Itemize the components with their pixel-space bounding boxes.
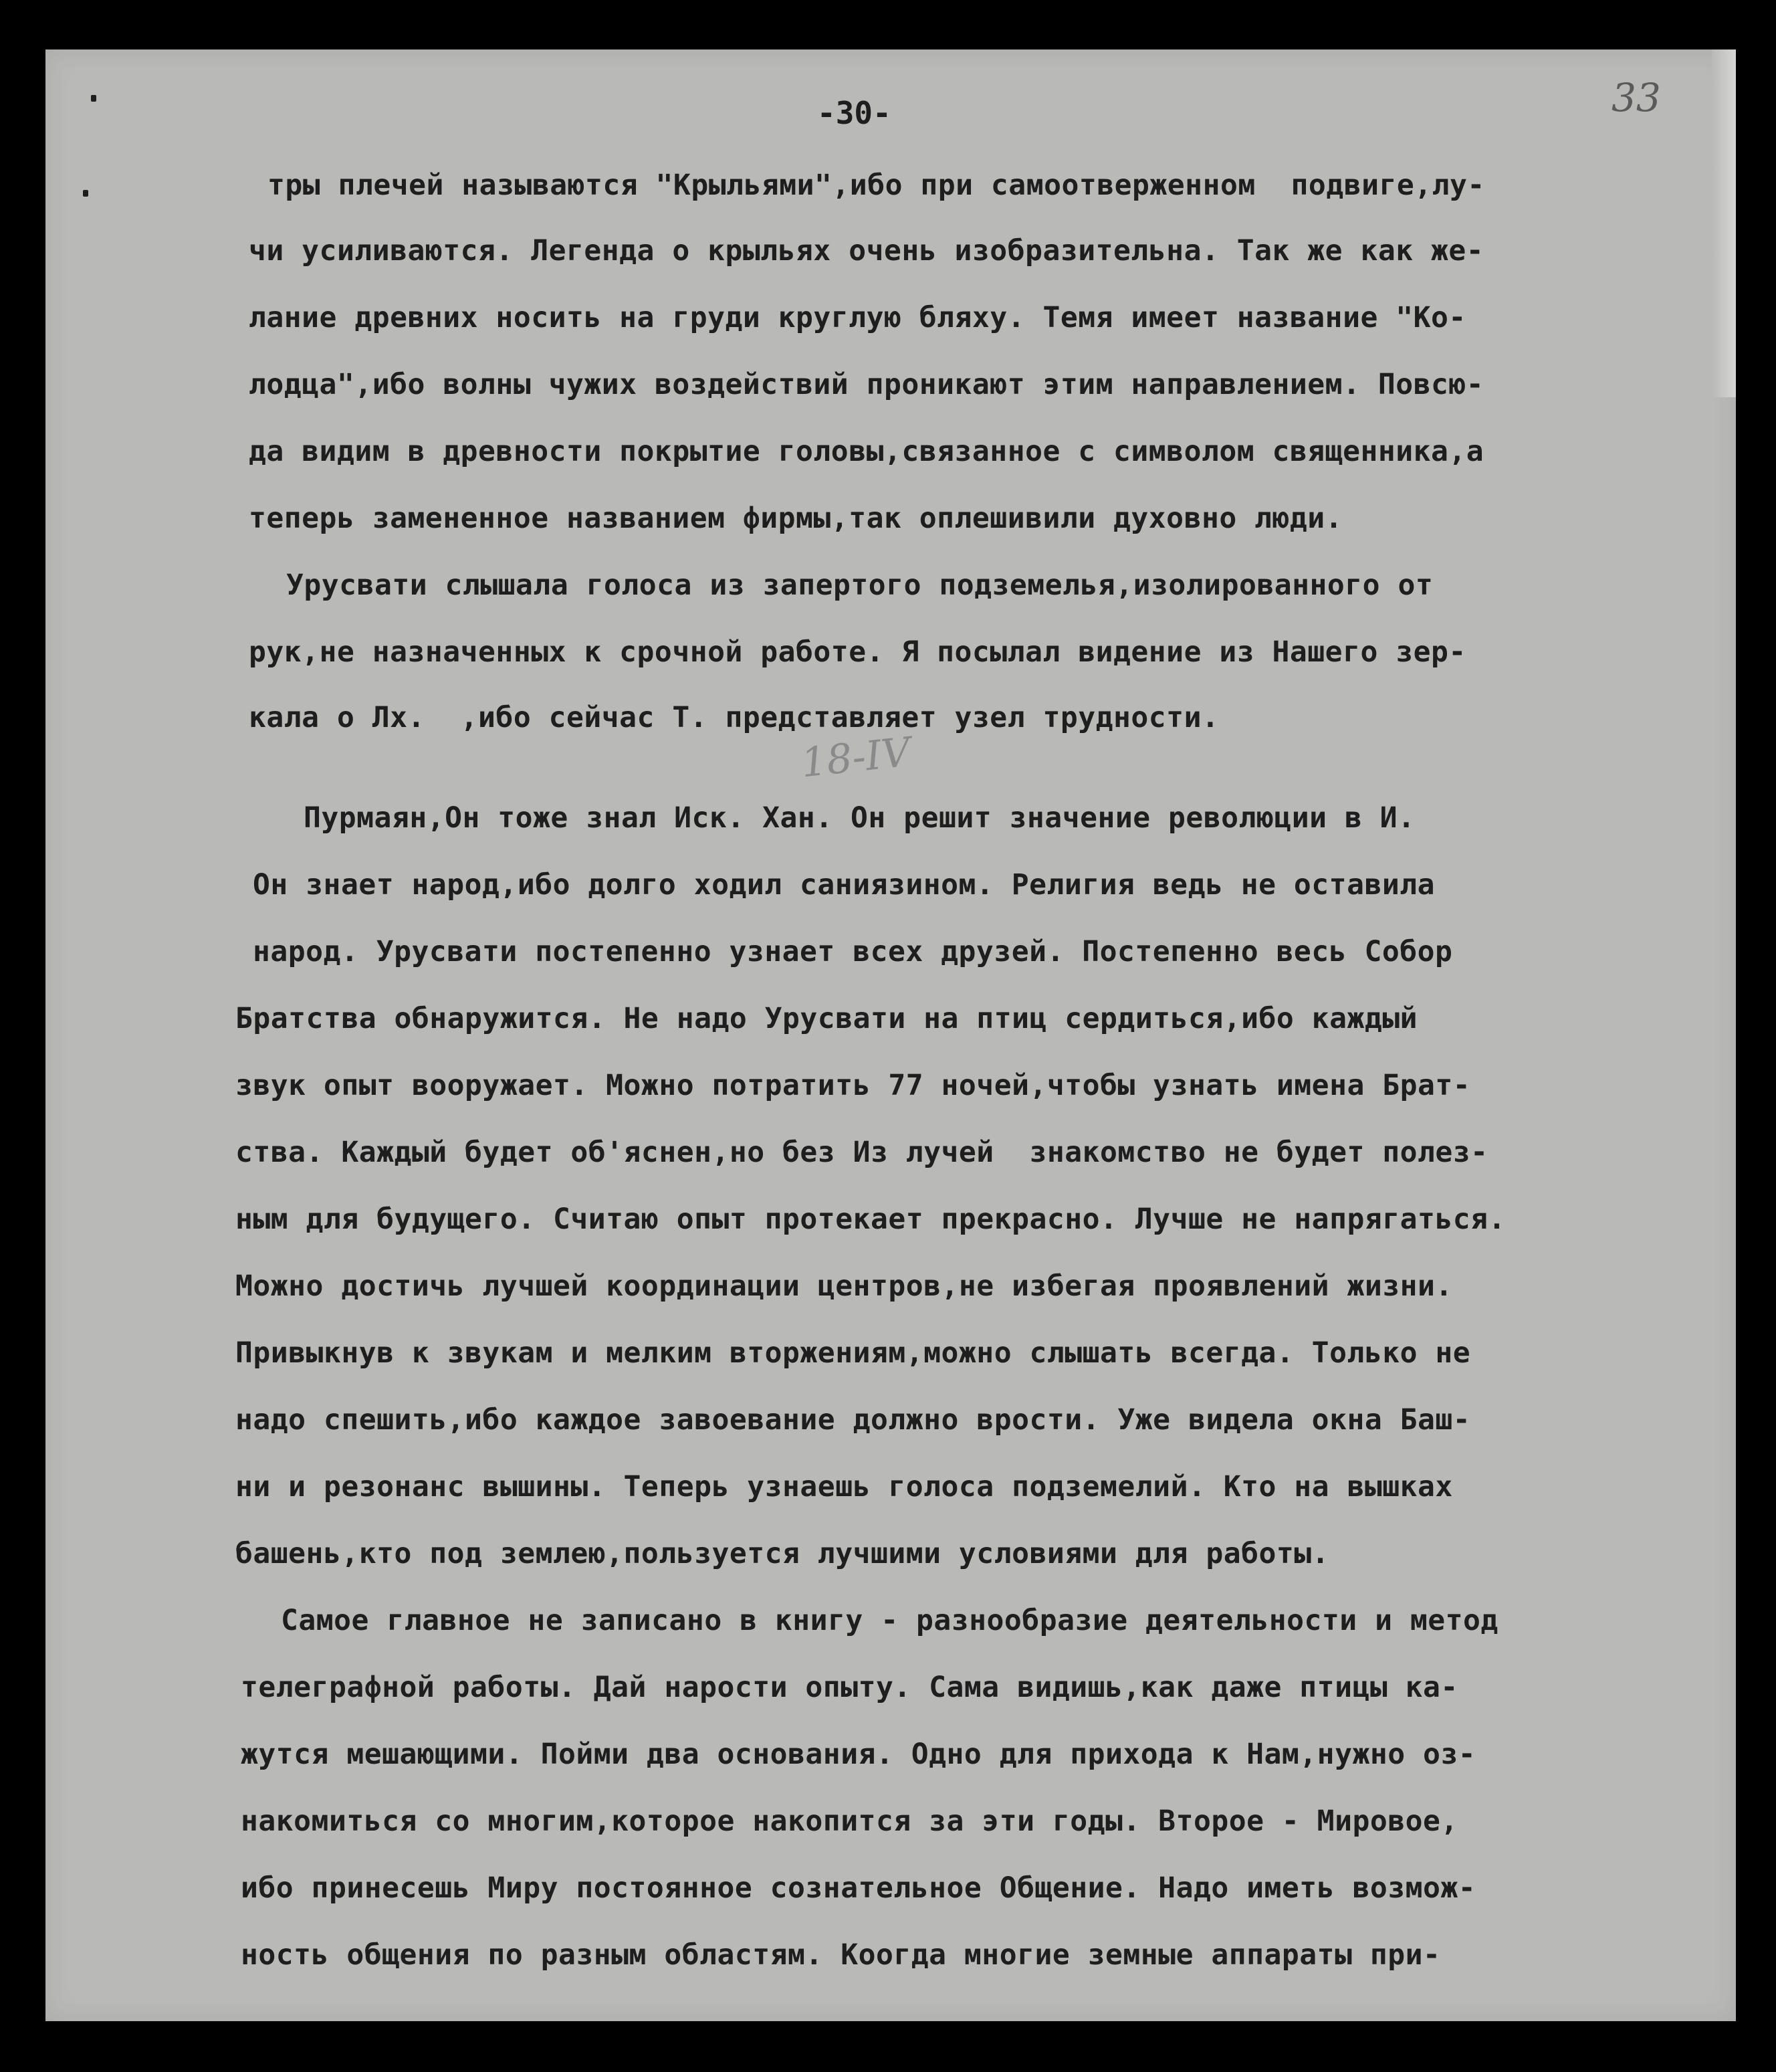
- text-line-9: кала о Лх. ,ибо сейчас Т. представляет узел трудности.: [249, 701, 1220, 734]
- text-line-13: Братства обнаружится. Не надо Урусвати на птиц сердиться,ибо каждый: [235, 1002, 1418, 1035]
- page-number: -30-: [817, 95, 891, 131]
- page-fold: [1712, 49, 1736, 397]
- archive-number: 33: [1612, 75, 1661, 120]
- text-line-10: Пурмаян,Он тоже знал Иск. Хан. Он решит значение революции в И.: [304, 801, 1416, 835]
- text-line-23: телеграфной работы. Дай нарости опыту. Сама видишь,как даже птицы ка-: [241, 1671, 1458, 1704]
- text-line-5: да видим в древности покрытие головы,связанное с символом священника,а: [249, 435, 1484, 468]
- pencil-note: 18-IV: [798, 728, 913, 787]
- text-line-16: ным для будущего. Считаю опыт протекает прекрасно. Лучше не напрягаться.: [235, 1203, 1506, 1236]
- text-line-12: народ. Урусвати постепенно узнает всех друзей. Постепенно весь Собор: [253, 935, 1453, 968]
- text-line-2: чи усиливаются. Легенда о крыльях очень изобразительна. Так же как же-: [249, 234, 1484, 268]
- text-line-24: жутся мешающими. Пойми два основания. Одно для прихода к Нам,нужно оз-: [241, 1738, 1476, 1771]
- text-line-15: ства. Каждый будет об'яснен,но без Из лучей знакомство не будет полез-: [235, 1136, 1488, 1169]
- text-line-11: Он знает народ,ибо долго ходил саниязином. Религия ведь не оставила: [253, 868, 1436, 902]
- text-line-19: надо спешить,ибо каждое завоевание должно врости. Уже видела окна Баш-: [235, 1403, 1471, 1437]
- text-line-14: звук опыт вооружает. Можно потратить 77 ночей,чтобы узнать имена Брат-: [235, 1069, 1471, 1102]
- text-line-8: рук,не назначенных к срочной работе. Я посылал видение из Нашего зер-: [249, 635, 1466, 669]
- text-line-17: Можно достичь лучшей координации центров,не избегая проявлений жизни.: [235, 1269, 1453, 1303]
- text-line-21: башень,кто под землею,пользуется лучшими условиями для работы.: [235, 1537, 1330, 1570]
- text-line-27: ность общения по разным областям. Коогда многие земные аппараты при-: [241, 1938, 1441, 1972]
- text-line-3: лание древних носить на груди круглую бляху. Темя имеет название "Ко-: [249, 301, 1466, 334]
- text-line-25: накомиться со многим,которое накопится за эти годы. Второе - Мировое,: [241, 1804, 1458, 1838]
- text-line-20: ни и резонанс вышины. Теперь узнаешь голоса подземелий. Кто на вышках: [235, 1470, 1453, 1504]
- text-line-4: лодца",ибо волны чужих воздействий проникают этим направлением. Повсю-: [249, 368, 1484, 401]
- paper-sheet: [45, 49, 1736, 2021]
- text-line-6: теперь замененное названием фирмы,так оплешивили духовно люди.: [249, 502, 1343, 535]
- text-line-18: Привыкнув к звукам и мелким вторжениям,можно слышать всегда. Только не: [235, 1336, 1471, 1370]
- text-line-1: тры плечей называются "Крыльями",ибо при самоотверженном подвиге,лу-: [267, 169, 1485, 202]
- margin-mark-top: [91, 95, 96, 102]
- text-line-22: Самое главное не записано в книгу - разнообразие деятельности и метод: [281, 1604, 1498, 1637]
- text-line-7: Урусвати слышала голоса из запертого подземелья,изолированного от: [286, 568, 1434, 602]
- margin-mark-bottom: [83, 190, 88, 197]
- text-line-26: ибо принесешь Миру постоянное сознательное Общение. Надо иметь возмож-: [241, 1871, 1476, 1905]
